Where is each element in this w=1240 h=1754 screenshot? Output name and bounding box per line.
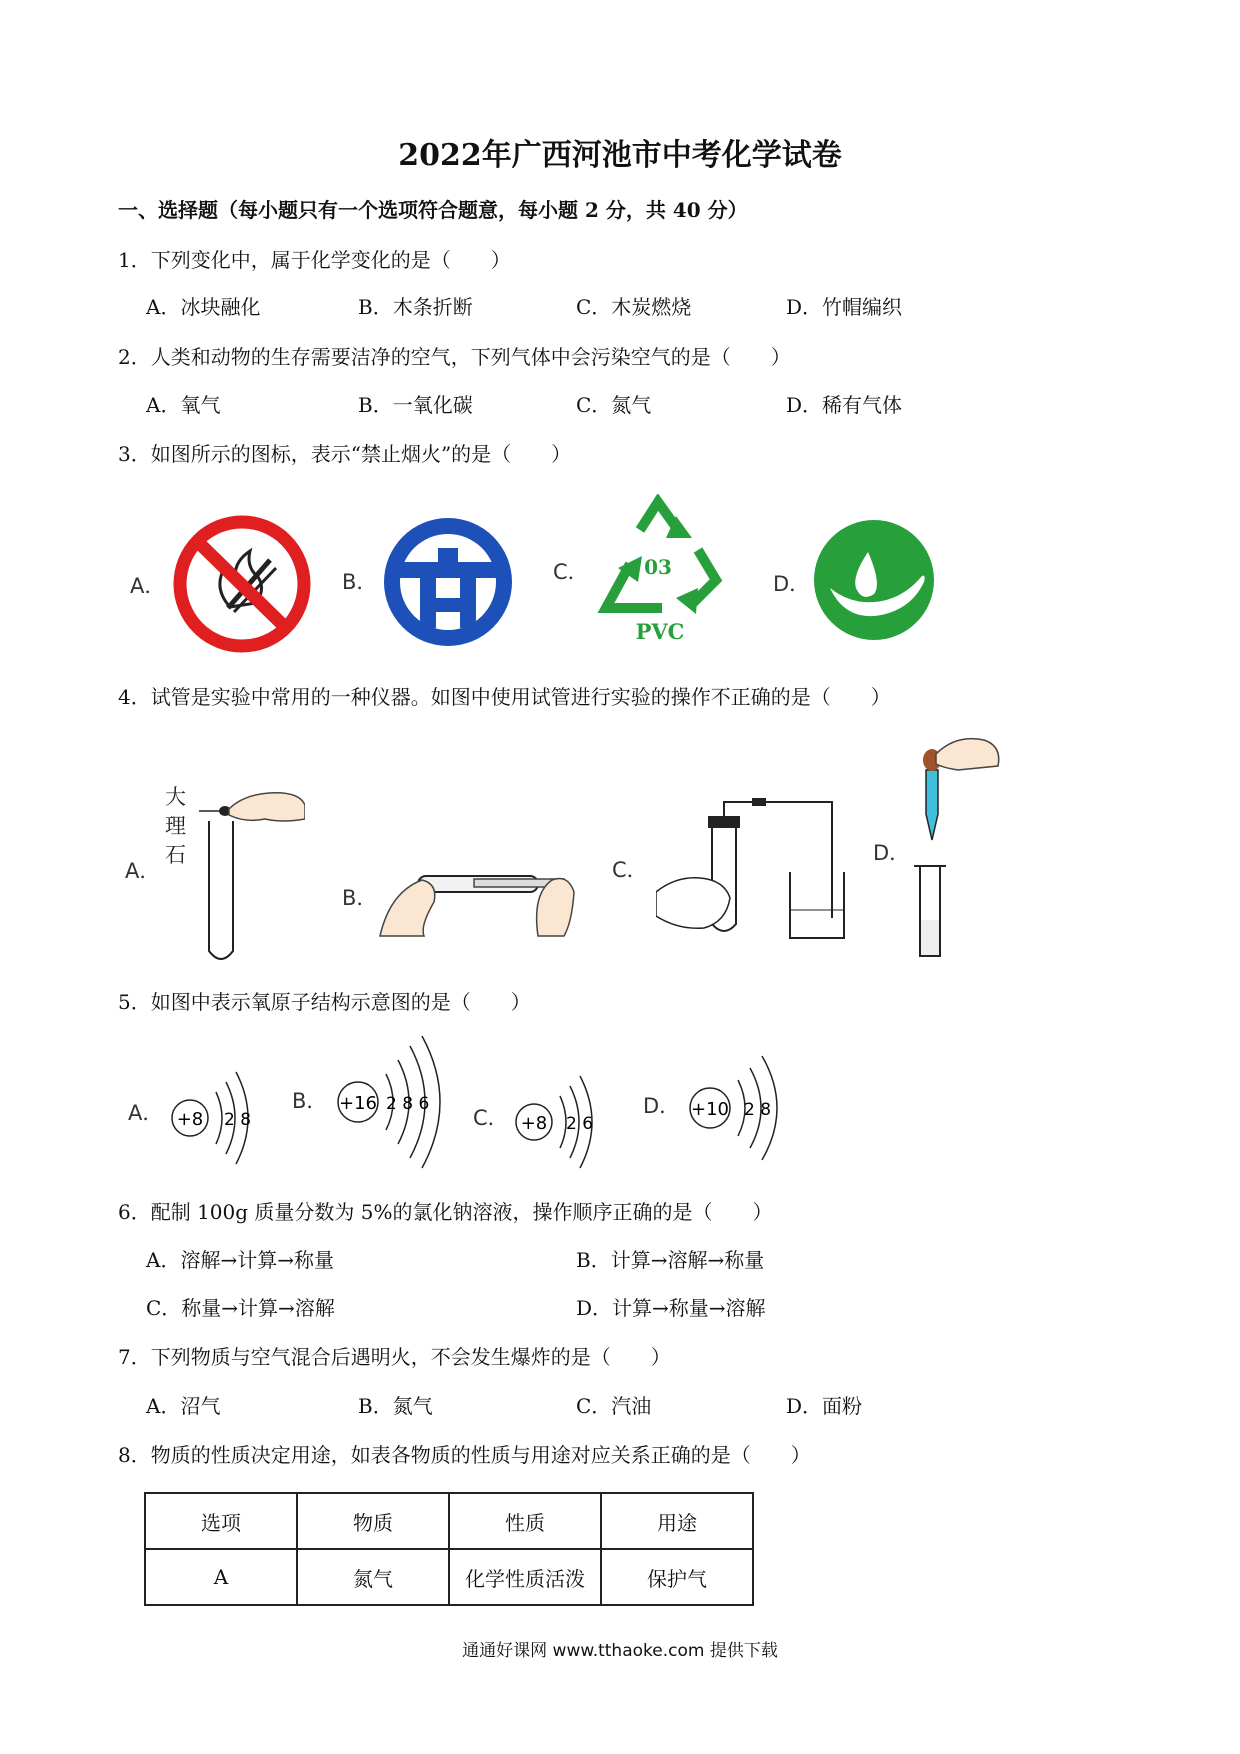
q7-option-d: D．面粉 xyxy=(786,1394,863,1418)
recycle-sign-icon xyxy=(592,494,727,649)
atom-diagram-b xyxy=(330,1036,450,1176)
water-saving-sign-icon xyxy=(382,512,517,652)
q4-label-d: D． xyxy=(873,841,911,865)
svg-text:2 6: 2 6 xyxy=(566,1114,594,1134)
question-6: 6．配制 100g 质量分数为 5%的氯化钠溶液，操作顺序正确的是（ ） xyxy=(118,1200,773,1224)
q6-option-b: B．计算→溶解→称量 xyxy=(576,1248,765,1272)
question-8: 8．物质的性质决定用途，如表各物质的性质与用途对应关系正确的是（ ） xyxy=(118,1443,811,1467)
q7-option-b: B．氮气 xyxy=(358,1394,433,1418)
question-3: 3．如图所示的图标，表示“禁止烟火”的是（ ） xyxy=(118,442,572,466)
svg-text:+8: +8 xyxy=(176,1109,204,1130)
q1-option-a: A．冰块融化 xyxy=(146,295,261,319)
q5-label-d: D． xyxy=(643,1094,681,1118)
test-tube-marble-figure xyxy=(195,775,305,970)
table-row xyxy=(145,1549,753,1605)
atom-diagram-a xyxy=(166,1062,266,1172)
page-title: 2022年广西河池市中考化学试卷 xyxy=(398,138,842,173)
table-header-cell: 物质 xyxy=(297,1493,449,1549)
heating-test-tube-figure xyxy=(378,846,578,938)
no-fire-sign-icon xyxy=(170,512,315,657)
table-header-row xyxy=(145,1493,753,1549)
q6-option-d: D．计算→称量→溶解 xyxy=(576,1296,766,1320)
table-cell: 保护气 xyxy=(601,1549,753,1605)
q5-label-a: A． xyxy=(128,1101,164,1125)
q6-option-c: C．称量→计算→溶解 xyxy=(146,1296,335,1320)
svg-text:2 8: 2 8 xyxy=(224,1110,252,1130)
atom-diagram-c xyxy=(508,1066,608,1176)
properties-table xyxy=(144,1492,754,1606)
recycle-text: PVC xyxy=(635,619,685,644)
q2-option-b: B．一氧化碳 xyxy=(358,393,473,417)
svg-text:2 8: 2 8 xyxy=(744,1100,772,1120)
question-5: 5．如图中表示氧原子结构示意图的是（ ） xyxy=(118,990,531,1014)
svg-text:+8: +8 xyxy=(520,1113,548,1134)
q6-option-a: A．溶解→计算→称量 xyxy=(146,1248,334,1272)
question-7: 7．下列物质与空气混合后遇明火，不会发生爆炸的是（ ） xyxy=(118,1345,671,1369)
question-1: 1．下列变化中，属于化学变化的是（ ） xyxy=(118,248,511,272)
question-2: 2．人类和动物的生存需要洁净的空气，下列气体中会污染空气的是（ ） xyxy=(118,345,791,369)
q3-label-c: C． xyxy=(553,560,589,584)
q2-option-a: A．氧气 xyxy=(146,393,221,417)
q7-option-a: A．沼气 xyxy=(146,1394,221,1418)
table-cell: A xyxy=(145,1549,297,1605)
q1-option-c: C．木炭燃烧 xyxy=(576,295,692,319)
section-heading: 一、选择题（每小题只有一个选项符合题意，每小题 2 分，共 40 分） xyxy=(118,198,748,222)
q3-label-b: B． xyxy=(342,570,378,594)
water-drop-sign-icon xyxy=(812,518,937,643)
q4-label-b: B． xyxy=(342,886,378,910)
atom-diagram-d xyxy=(680,1052,790,1172)
q1-option-b: B．木条折断 xyxy=(358,295,473,319)
svg-text:2 8 6: 2 8 6 xyxy=(386,1094,430,1114)
q5-label-b: B． xyxy=(292,1089,328,1113)
q1-option-d: D．竹帽编织 xyxy=(786,295,903,319)
table-header-cell: 用途 xyxy=(601,1493,753,1549)
svg-text:+10: +10 xyxy=(691,1099,729,1120)
svg-text:+16: +16 xyxy=(339,1093,377,1114)
q2-option-c: C．氮气 xyxy=(576,393,652,417)
q4-label-c: C． xyxy=(612,858,648,882)
q4-label-a: A． xyxy=(125,859,161,883)
question-4: 4．试管是实验中常用的一种仪器。如图中使用试管进行实验的操作不正确的是（ ） xyxy=(118,685,891,709)
q3-label-d: D． xyxy=(773,572,811,596)
table-header-cell: 性质 xyxy=(449,1493,601,1549)
q5-label-c: C． xyxy=(473,1106,509,1130)
table-cell: 氮气 xyxy=(297,1549,449,1605)
page-footer: 通通好课网 www.tthaoke.com 提供下载 xyxy=(462,1641,778,1661)
marble-label: 大 理 石 xyxy=(165,785,186,867)
q2-option-d: D．稀有气体 xyxy=(786,393,903,417)
table-header-cell: 选项 xyxy=(145,1493,297,1549)
recycle-number: 03 xyxy=(644,555,672,579)
table-cell: 化学性质活泼 xyxy=(449,1549,601,1605)
gas-tightness-check-figure xyxy=(656,798,851,940)
dropper-test-tube-figure xyxy=(910,734,1000,964)
q3-label-a: A． xyxy=(130,574,166,598)
q7-option-c: C．汽油 xyxy=(576,1394,652,1418)
